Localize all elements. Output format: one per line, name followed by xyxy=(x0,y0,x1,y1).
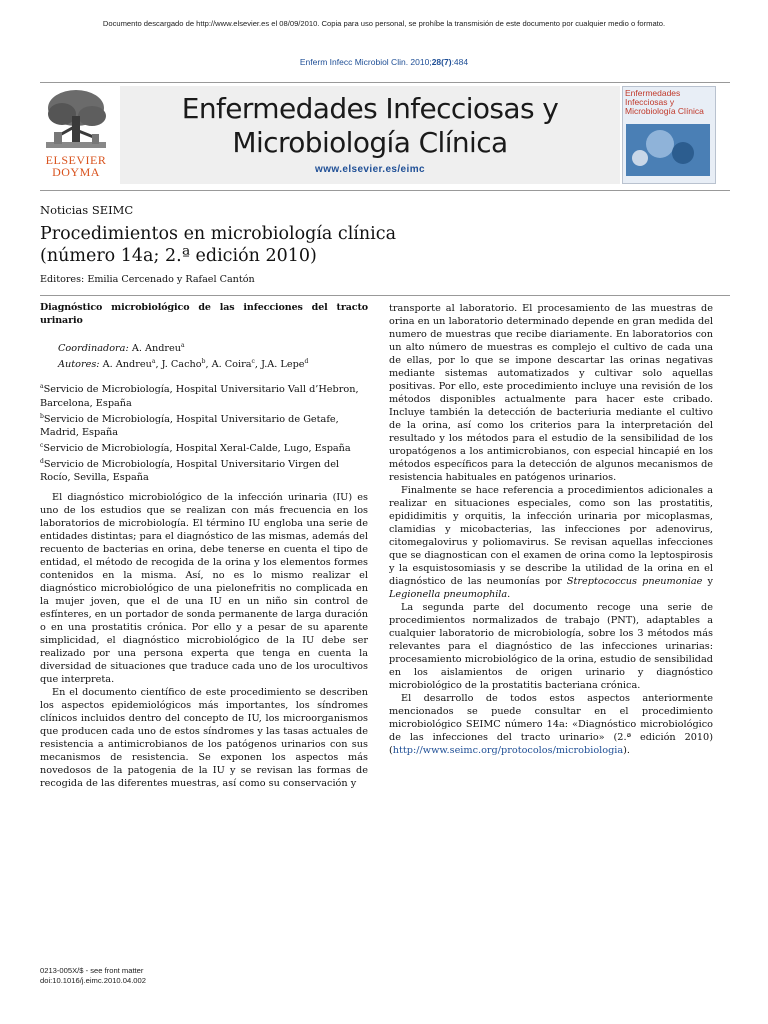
author: A. Coira$^c$ xyxy=(211,358,255,371)
affiliation: $^b$Servicio de Microbiología, Hospital Universitario de Getafe, Madrid, España xyxy=(40,412,339,438)
publisher-line1: ELSEVIER xyxy=(45,153,107,167)
body-paragraph: En el documento científico de este procedimiento se describen los aspectos epidemiológicos más importantes, los síndromes clínicos incluidos dentro del concepto de IU, los microorganismos que producen cada uno de estos síndromes y las tasas actuales de resistencia a antimicrobianos de los patógenos urinarios con sus mecanismos de resistencia. Se exponen los aspectos más novedosos de la patogenia de la IU y se revisan las formas de recogida de las diferentes muestras, así como su conservación y xyxy=(40,687,368,790)
body-paragraph: El desarrollo de todos estos aspectos anteriormente mencionados se puede consultar en el procedimiento microbiológico SEIMC número 14a: «Diagnóstico microbiológico de las infecciones del tracto urinario» (2.ª edición 2010) (http://www.seimc.org/protocolos/microbiologia). xyxy=(389,693,713,756)
body-paragraph: El diagnóstico microbiológico de la infección urinaria (IU) es uno de los estudios que se realizan con más frecuencia en los laboratorios de microbiología. El término IU engloba una serie de entidades distintas; para el diagnóstico de las mismas, además del recuento de bacterias en orina, debe tenerse en cuenta el tipo de entidad, el método de recogida de la orina y los elementos formes contenidos en la misma. Así, no es lo mismo realizar el diagnóstico microbiológico de una pielonefritis no complicada en la mujer joven, que el de una IU en un niño sin control de esfínteres, en un portador de sonda permanente de larga duración o en una prostatitis crónica. Por ello y a pesar de su aparente simplicidad, el diagnóstico microbiológico de la IU debe ser realizado por una persona experta que tenga en cuenta la diversidad de situaciones que traduce cada uno de los urocultivos que interpreta. xyxy=(40,492,369,686)
affiliation: $^d$Servicio de Microbiología, Hospital Universitario Virgen del Rocío, Sevilla, España xyxy=(40,458,340,484)
article-title-line1: Procedimientos en microbiología clínica xyxy=(40,224,397,244)
cover-title: Enfermedades Infecciosas y Microbiología Clínica xyxy=(625,88,704,116)
species-name: Legionella pneumophila xyxy=(389,589,508,600)
seimc-protocols-link[interactable]: http://www.seimc.org/protocolos/microbiologia xyxy=(392,745,624,756)
author-block: Coordinadora: A. Andreu$^a$ Autores: A. Andreu$^a$, J. Cacho$^b$, A. Coira$^c$, J.A. Lepe$^d$ xyxy=(58,342,309,371)
author: J.A. Lepe$^d$ xyxy=(261,358,309,371)
journal-url[interactable]: www.elsevier.es/eimc xyxy=(315,164,425,175)
title-rule xyxy=(40,295,730,296)
article-title-line2: (número 14a; 2.ª edición 2010) xyxy=(40,246,317,266)
author: J. Cacho$^b$ xyxy=(161,358,206,371)
download-notice: Documento descargado de http://www.elsevier.es el 08/09/2010. Copia para uso personal, se prohíbe la transmisión de este documento por cualquier medio o formato. xyxy=(102,19,666,28)
journal-citation xyxy=(0,57,768,67)
coordinator-label: Coordinadora xyxy=(58,343,126,355)
right-column xyxy=(389,302,713,757)
cover-image-shape xyxy=(672,142,694,164)
article-subheading: Diagnóstico microbiológico de las infecciones del tracto urinario xyxy=(40,302,368,326)
header-top-rule xyxy=(40,82,730,83)
footer-issn: 0213-005X/$ - see front matter xyxy=(40,966,144,975)
body-paragraph: transporte al laboratorio. El procesamiento de las muestras de orina en un laboratorio determinado depende en gran medida del numero de muestras que recibe diariamente. En laboratorios con un alto número de muestras es complejo el cultivo de cada una de ellas, por lo que se impone descartar las orinas negativas mediante sistemas automatizados y cultivar solo aquellas positivas. Por ello, este procedimiento incluye una revisión de los métodos disponibles actualmente para hacer este cribado. Incluye también la detección de bacteriuria mediante el cultivo de la orina, así como los criterios para la interpretación del resultado y los métodos para el estudio de la sensibilidad de los uropatógenos a los antimicrobianos, con especial hincapié en los métodos específicos para la detección de algunos mecanismos de resistencia habituales en patógenos urinarios. xyxy=(389,303,713,483)
left-column xyxy=(40,301,368,790)
cover-image-shape xyxy=(646,130,674,158)
footer-doi: doi:10.1016/j.eimc.2010.04.002 xyxy=(40,976,146,985)
affiliation: $^c$Servicio de Microbiología, Hospital Xeral-Calde, Lugo, España xyxy=(40,441,351,455)
authors-label: Autores xyxy=(58,359,97,371)
publisher-name xyxy=(40,154,112,178)
journal-title-line1: Enfermedades Infecciosas y xyxy=(181,92,559,125)
body-paragraph: Finalmente se hace referencia a procedimientos adicionales a realizar en situaciones especiales, como son las prostatitis, epididimitis y orquitis, la infección urinaria por micoplasmas, clamidias y micobacterias, las infecciones por adenovirus, citomegalovirus y poliomavirus. Se revisan aquellas infecciones que se diagnostican con el examen de orina como la leptospirosis y la esquistosomiasis y se describe la utilidad de la orina en el diagnóstico de las neumonías por Streptococcus pneumoniae y Legionella pneumophila. xyxy=(389,485,713,600)
journal-title xyxy=(120,92,620,160)
species-name: Streptococcus pneumoniae xyxy=(566,576,703,587)
citation-page: :484 xyxy=(451,57,469,67)
citation-prefix: Enferm Infecc Microbiol Clin. 2010; xyxy=(299,57,432,67)
affiliations xyxy=(40,380,368,484)
coordinator-name: A. Andreu xyxy=(131,343,182,355)
cover-image-shape xyxy=(632,150,648,166)
body-paragraph: La segunda parte del documento recoge una serie de procedimientos normalizados de trabajo (PNT), adaptables a cualquier laboratorio de microbiología, sobre los 3 métodos más relevantes para el diagnóstico de las infecciones urinarias: procesamiento microbiológico de la orina, estudio de sensibilidad en los aislamientos de origen urinario y diagnóstico microbiológico de la prostatitis bacteriana crónica. xyxy=(389,602,713,691)
section-label: Noticias SEIMC xyxy=(40,203,134,217)
journal-title-line2: Microbiología Clínica xyxy=(232,126,508,159)
publisher-line2: DOYMA xyxy=(52,165,100,179)
editors-line: Editores: Emilia Cercenado y Rafael Cantón xyxy=(40,274,255,285)
affiliation: $^a$Servicio de Microbiología, Hospital Universitario Vall d’Hebron, Barcelona, España xyxy=(40,383,359,409)
footer-info xyxy=(40,966,146,986)
author: A. Andreu$^a$ xyxy=(102,358,156,371)
citation-volume: 28 xyxy=(431,57,442,67)
citation-issue: (7) xyxy=(441,57,452,67)
article-title xyxy=(40,223,420,267)
header-bottom-rule xyxy=(40,190,730,191)
